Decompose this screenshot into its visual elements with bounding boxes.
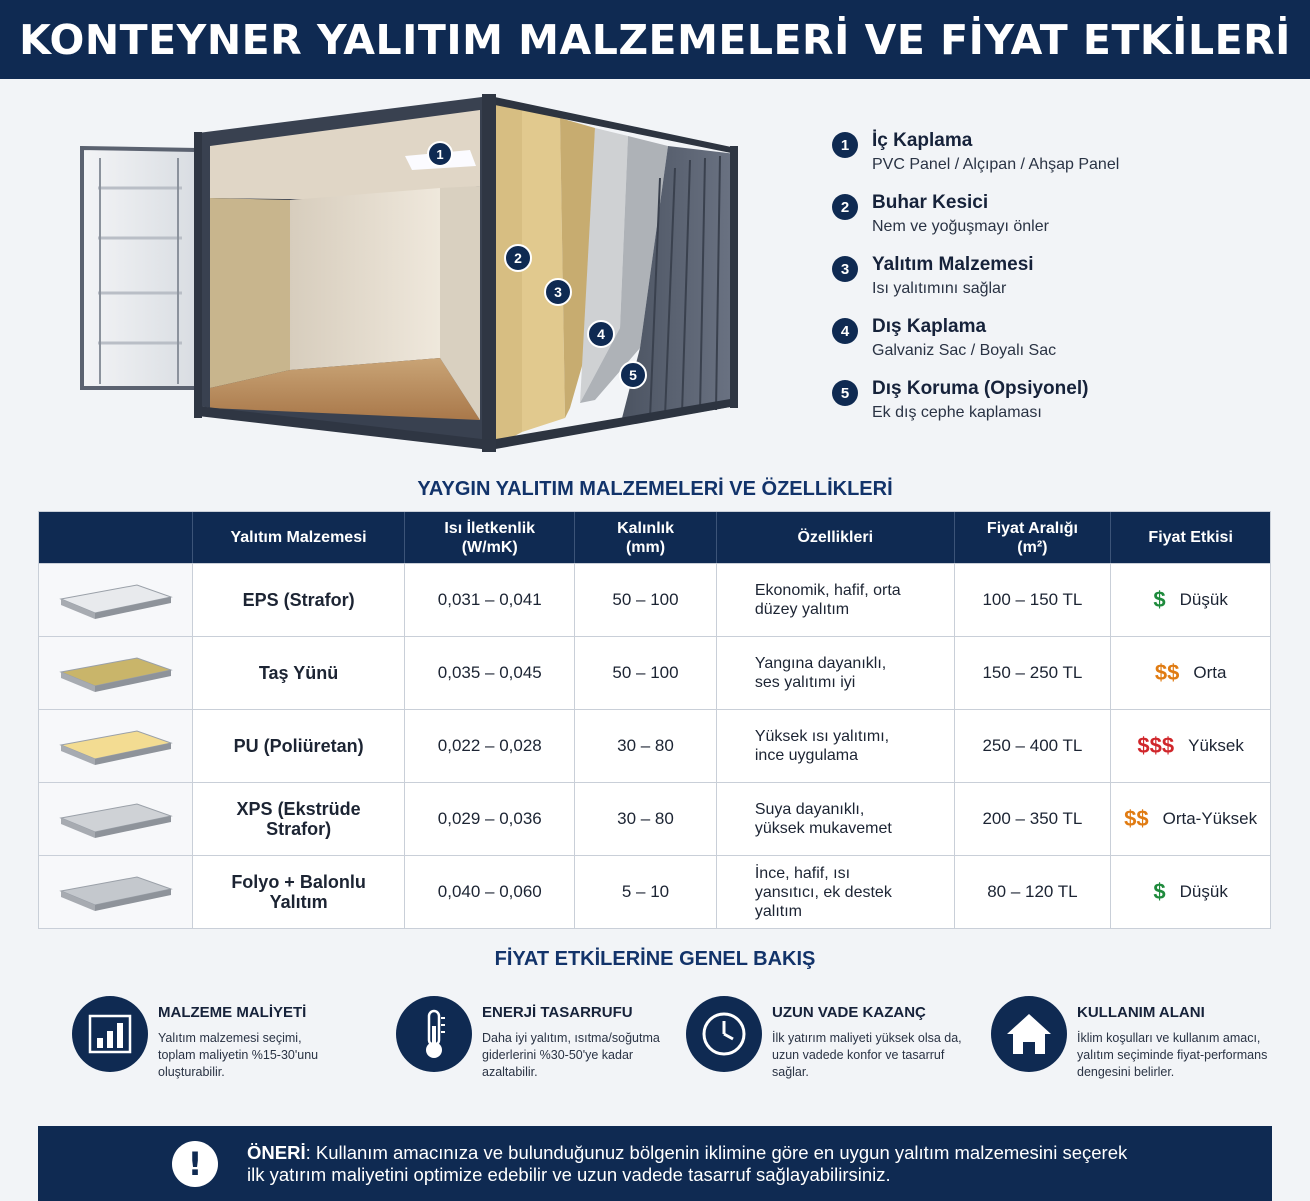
marker-5	[620, 362, 646, 388]
price-impact	[1111, 564, 1270, 636]
price-impact	[1111, 856, 1270, 928]
table-header-cell: Yalıtım Malzemesi	[193, 512, 406, 563]
table-header-cell: Fiyat Etkisi	[1148, 529, 1233, 546]
price-effects-overview	[0, 996, 1310, 1096]
price-range: 150 – 250 TL	[955, 637, 1112, 709]
legend-title: İç Kaplama	[872, 130, 973, 151]
legend-desc: Nem ve yoğuşmayı önler	[872, 218, 1049, 235]
marker-1	[428, 142, 452, 166]
recommendation-text	[247, 1142, 1127, 1186]
thermometer-icon	[396, 996, 472, 1072]
legend-desc: Ek dış cephe kaplaması	[872, 404, 1042, 421]
recommendation-label: ÖNERİ	[247, 1141, 306, 1163]
dollar-icon: $	[1153, 587, 1166, 612]
house-icon	[991, 996, 1067, 1072]
material-swatch-cell	[39, 856, 193, 928]
marker-5-label: 5	[629, 367, 637, 383]
features-text: İnce, hafif, ısı yansıtıcı, ek destek yalıtım	[717, 856, 955, 928]
overview-item-title: UZUN VADE KAZANÇ	[772, 1004, 926, 1021]
bar-chart-icon	[72, 996, 148, 1072]
thickness-value: 50 – 100	[575, 637, 717, 709]
table-section-title: YAYGIN YALITIM MALZEMELERİ VE ÖZELLİKLERİ	[417, 478, 893, 500]
conductivity-value: 0,031 – 0,041	[405, 564, 575, 636]
recommendation-banner	[38, 1126, 1272, 1201]
legend-item	[832, 252, 1292, 314]
marker-3	[545, 279, 571, 305]
layer-insulation-band	[492, 96, 522, 448]
thickness-value: 5 – 10	[575, 856, 717, 928]
table-body	[39, 563, 1270, 928]
thickness-value: 50 – 100	[575, 564, 717, 636]
legend-item	[832, 128, 1292, 190]
overview-item-material-cost	[72, 996, 338, 1081]
price-impact-label: Düşük	[1179, 882, 1228, 901]
overview-item-desc: İklim koşulları ve kullanım amacı, yalıtım seçiminde fiyat-performans dengesini belirler.	[1077, 1031, 1268, 1079]
legend-item	[832, 314, 1292, 376]
legend-title: Buhar Kesici	[872, 192, 989, 213]
price-range: 80 – 120 TL	[955, 856, 1112, 928]
legend-number: 4	[832, 318, 858, 344]
marker-2	[505, 245, 531, 271]
overview-item-usage-area	[991, 996, 1285, 1081]
clock-icon	[686, 996, 762, 1072]
layer-legend	[832, 128, 1292, 438]
material-swatch-cell	[39, 710, 193, 782]
thickness-value: 30 – 80	[575, 710, 717, 782]
marker-2-label: 2	[514, 250, 522, 266]
material-name: Taş Yünü	[193, 637, 406, 709]
legend-title: Dış Koruma (Opsiyonel)	[872, 378, 1089, 399]
legend-desc: Galvaniz Sac / Boyalı Sac	[872, 342, 1057, 359]
price-impact	[1111, 783, 1270, 855]
conductivity-value: 0,040 – 0,060	[405, 856, 575, 928]
price-impact	[1111, 710, 1270, 782]
material-swatch-icon	[53, 869, 177, 915]
legend-desc: Isı yalıtımını sağlar	[872, 280, 1007, 297]
material-name: XPS (Ekstrüde Strafor)	[193, 783, 406, 855]
container-illustration	[60, 88, 780, 468]
material-name: PU (Poliüretan)	[193, 710, 406, 782]
legend-number: 5	[832, 380, 858, 406]
overview-item-title: MALZEME MALİYETİ	[158, 1004, 307, 1021]
overview-item-desc: İlk yatırım maliyeti yüksek olsa da, uzun vadede konfor ve tasarruf sağlar.	[772, 1031, 962, 1079]
material-swatch-icon	[53, 650, 177, 696]
legend-number: 1	[832, 132, 858, 158]
page-header	[0, 0, 1310, 79]
conductivity-value: 0,035 – 0,045	[405, 637, 575, 709]
table-row	[39, 855, 1270, 928]
overview-item-energy-saving	[396, 996, 672, 1081]
legend-item	[832, 190, 1292, 252]
legend-desc: PVC Panel / Alçıpan / Ahşap Panel	[872, 156, 1120, 173]
material-swatch-cell	[39, 637, 193, 709]
price-impact-label: Yüksek	[1188, 736, 1244, 755]
dollar-icon: $$$	[1137, 733, 1175, 758]
material-name: Folyo + Balonlu Yalıtım	[193, 856, 406, 928]
overview-item-desc: Daha iyi yalıtım, ısıtma/soğutma giderlerini %30-50'ye kadar azaltabilir.	[482, 1031, 660, 1079]
page-title: KONTEYNER YALITIM MALZEMELERİ VE FİYAT ETKİLERİ	[19, 15, 1291, 64]
dollar-icon: $$	[1154, 660, 1180, 685]
price-range: 100 – 150 TL	[955, 564, 1112, 636]
legend-number: 3	[832, 256, 858, 282]
marker-1-label: 1	[436, 147, 444, 162]
legend-item	[832, 376, 1292, 438]
material-swatch-cell	[39, 783, 193, 855]
marker-3-label: 3	[554, 284, 562, 300]
material-name: EPS (Strafor)	[193, 564, 406, 636]
conductivity-value: 0,029 – 0,036	[405, 783, 575, 855]
recommendation-line-1: : Kullanım amacınıza ve bulunduğunuz bölgenin iklimine göre en uygun yalıtım malzemesini seçerek	[305, 1141, 1128, 1163]
table-header-cell: Kalınlık (mm)	[575, 512, 717, 563]
conductivity-value: 0,022 – 0,028	[405, 710, 575, 782]
thickness-value: 30 – 80	[575, 783, 717, 855]
table-header-cell: Fiyat Aralığı (m²)	[955, 512, 1112, 563]
material-swatch-icon	[53, 723, 177, 769]
table-row	[39, 636, 1270, 709]
price-range: 250 – 400 TL	[955, 710, 1112, 782]
dollar-icon: $	[1153, 879, 1166, 904]
table-row	[39, 709, 1270, 782]
material-swatch-cell	[39, 564, 193, 636]
material-swatch-icon	[53, 577, 177, 623]
marker-4-label: 4	[597, 326, 605, 342]
price-impact-label: Orta	[1193, 663, 1227, 682]
features-text: Ekonomik, hafif, orta düzey yalıtım	[717, 564, 955, 636]
overview-item-desc: Yalıtım malzemesi seçimi, toplam maliyetin %15-30'unu oluşturabilir.	[158, 1031, 319, 1079]
table-row	[39, 782, 1270, 855]
legend-title: Dış Kaplama	[872, 316, 987, 337]
recommendation-line-2: ilk yatırım maliyetini optimize edebilir ve uzun vadede tasarruf sağlayabilirsiniz.	[247, 1163, 891, 1185]
features-text: Yangına dayanıklı, ses yalıtımı iyi	[717, 637, 955, 709]
legend-title: Yalıtım Malzemesi	[872, 254, 1034, 275]
table-header-cell	[39, 512, 193, 563]
table-header-cell: Isı İletkenlik (W/mK)	[405, 512, 575, 563]
price-impact	[1111, 637, 1270, 709]
price-impact-label: Orta-Yüksek	[1162, 809, 1258, 828]
table-header-row	[39, 512, 1270, 563]
overview-section-title: FİYAT ETKİLERİNE GENEL BAKIŞ	[494, 948, 816, 970]
exclamation-icon: !	[172, 1141, 218, 1187]
materials-table	[38, 511, 1271, 929]
material-swatch-icon	[53, 796, 177, 842]
features-text: Suya dayanıklı, yüksek mukavemet	[717, 783, 955, 855]
dollar-icon: $$	[1124, 806, 1149, 831]
table-header-cell: Özellikleri	[717, 512, 955, 563]
overview-item-title: ENERJİ TASARRUFU	[482, 1004, 633, 1021]
overview-item-title: KULLANIM ALANI	[1077, 1004, 1205, 1021]
overview-item-long-term-gain	[686, 996, 977, 1081]
container-door	[82, 148, 196, 388]
features-text: Yüksek ısı yalıtımı, ince uygulama	[717, 710, 955, 782]
table-row	[39, 563, 1270, 636]
price-impact-label: Düşük	[1179, 590, 1228, 609]
price-range: 200 – 350 TL	[955, 783, 1112, 855]
legend-number: 2	[832, 194, 858, 220]
marker-4	[588, 321, 614, 347]
